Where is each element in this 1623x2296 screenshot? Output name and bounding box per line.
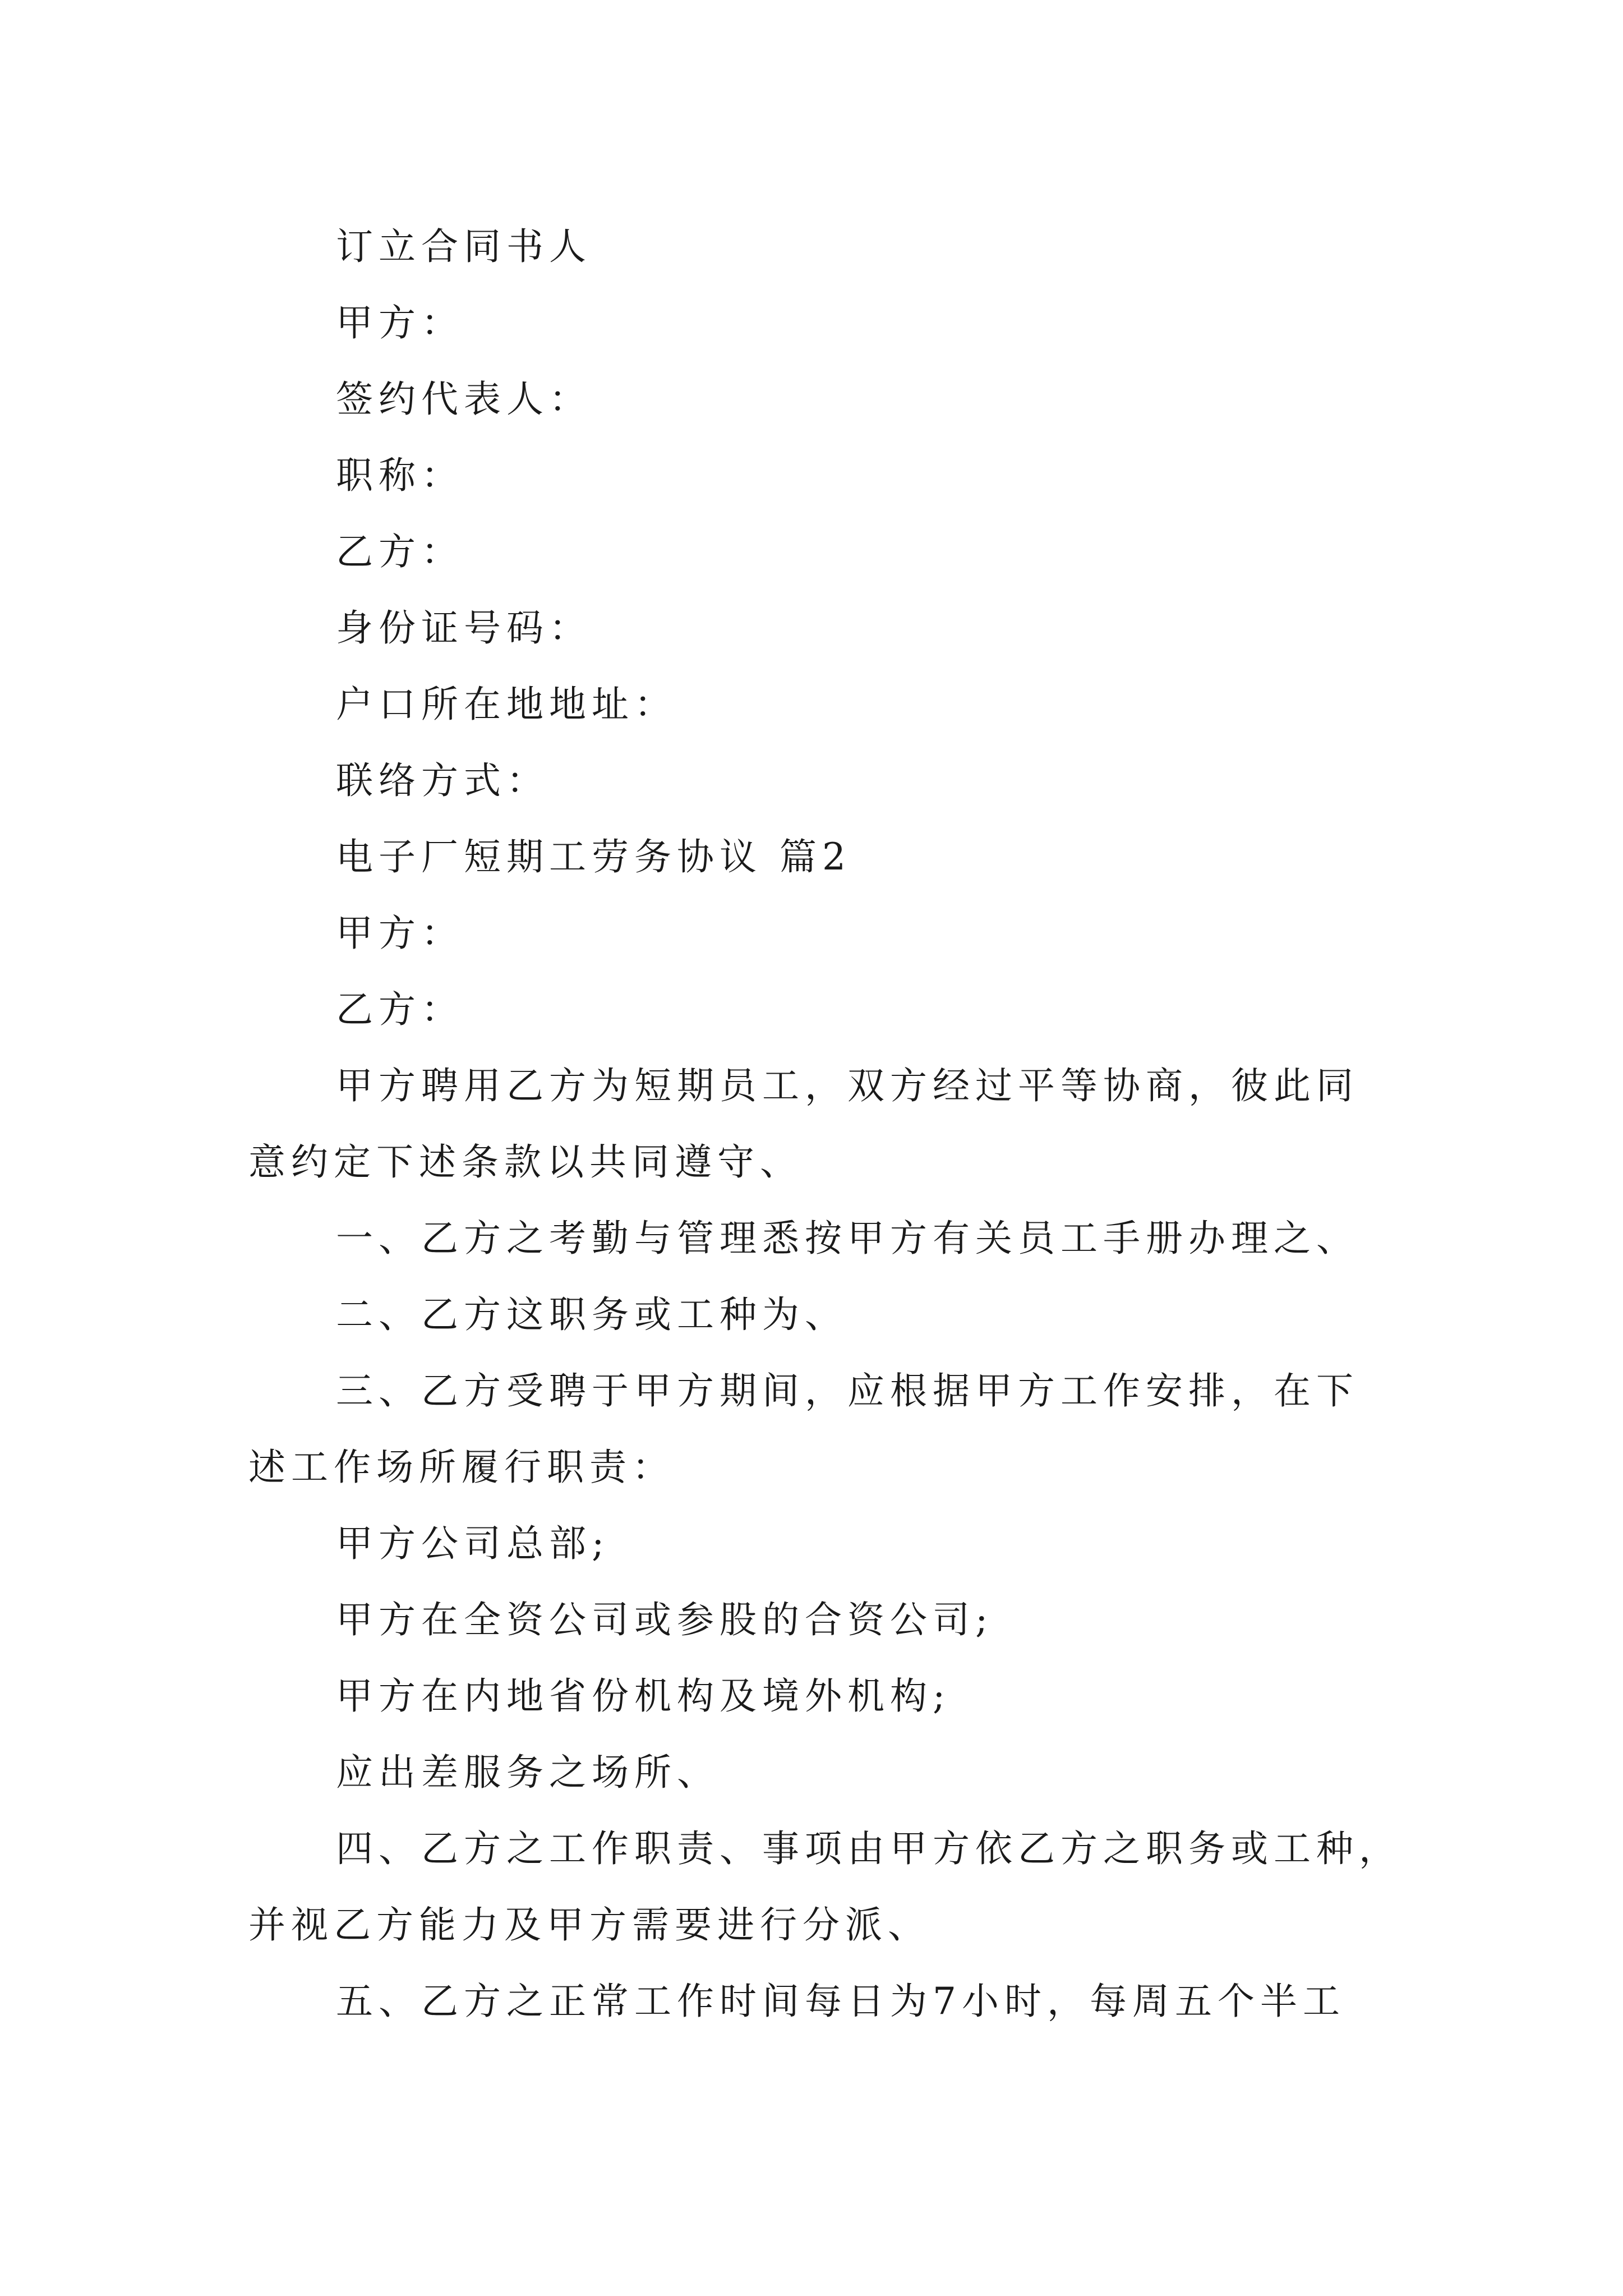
doc-line: 联络方式：	[336, 759, 549, 802]
list-item: 甲方在内地省份机构及境外机构;	[336, 1674, 951, 1718]
paragraph-line: 甲方聘用乙方为短期员工，双方经过平等协商，彼此同	[336, 1064, 1359, 1107]
clause-line: 述工作场所履行职责：	[248, 1446, 675, 1489]
doc-line: 乙方：	[336, 530, 464, 573]
clause-line: 三、乙方受聘于甲方期间，应根据甲方工作安排，在下	[336, 1369, 1359, 1412]
doc-line: 甲方：	[336, 301, 464, 344]
clause-line: 五、乙方之正常工作时间每日为7小时，每周五个半工	[336, 1980, 1345, 2023]
section-heading: 电子厂短期工劳务协议 篇2	[336, 835, 851, 878]
clause-line: 一、乙方之考勤与管理悉按甲方有关员工手册办理之、	[336, 1217, 1359, 1260]
doc-line: 签约代表人：	[336, 378, 592, 421]
list-item: 甲方在全资公司或参股的合资公司;	[336, 1598, 994, 1641]
doc-line: 户口所在地地址：	[336, 683, 677, 726]
clause-line: 二、乙方这职务或工种为、	[336, 1293, 847, 1336]
doc-line: 身份证号码：	[336, 606, 592, 650]
list-item: 甲方公司总部;	[336, 1522, 610, 1565]
list-item: 应出差服务之场所、	[336, 1751, 720, 1794]
doc-line: 职称：	[336, 454, 464, 497]
paragraph-line: 意约定下述条款以共同遵守、	[248, 1140, 803, 1184]
doc-line: 甲方：	[336, 912, 464, 955]
document-body	[248, 209, 1401, 2040]
clause-line: 四、乙方之工作职责、事项由甲方依乙方之职务或工种，	[336, 1827, 1401, 1870]
doc-line: 订立合同书人	[336, 225, 592, 268]
doc-line: 乙方：	[336, 988, 464, 1031]
clause-line: 并视乙方能力及甲方需要进行分派、	[248, 1903, 930, 1947]
